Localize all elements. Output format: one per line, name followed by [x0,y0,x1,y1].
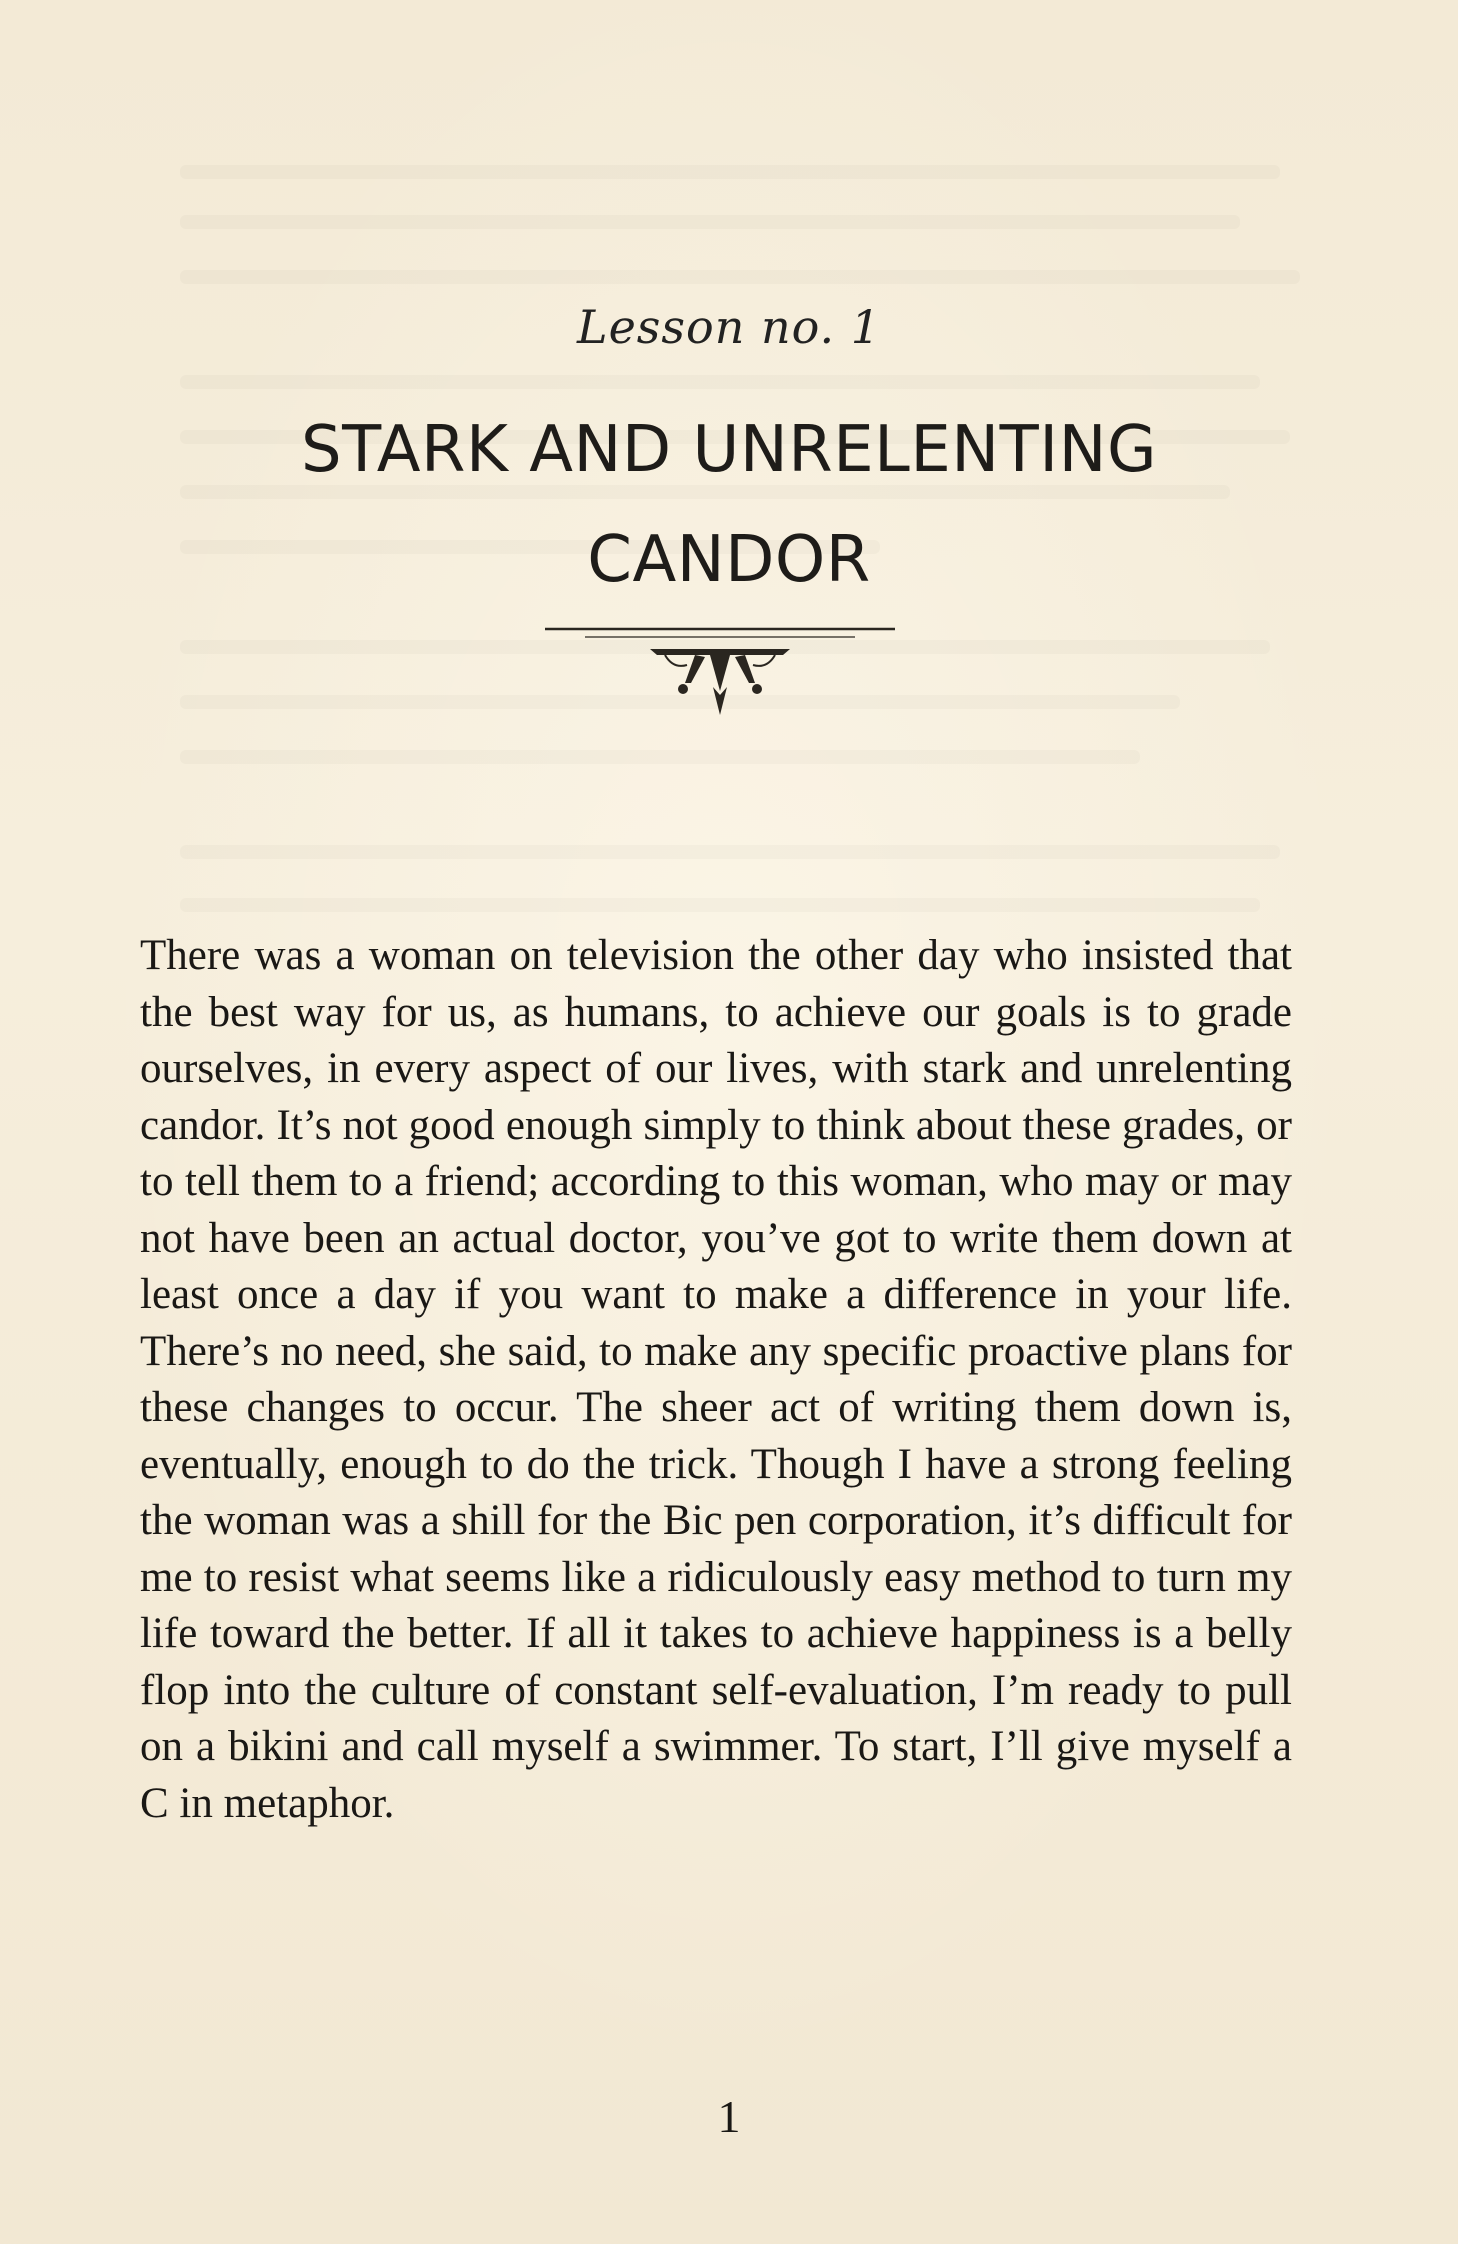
bleed-through-line [180,375,1260,389]
body-paragraph: There was a woman on television the other day who insisted that the best way for us, as humans, to achieve our goals is to grade ourselves, in every aspect of our lives, with stark and unrelenting candor. It’s not good enough simply to think about these grades, or to tell them to a friend; according to this woman, who may or may not have been an actual doctor, you’ve got to write them down at least once a day if you want to make a difference in your life. There’s no need, she said, to make any specific proactive plans for these changes to occur. The sheer act of writing them down is, eventually, enough to do the trick. Though I have a strong feeling the woman was a shill for the Bic pen corporation, it’s difficult for me to resist what seems like a ridiculously easy method to turn my life toward the better. If all it takes to achieve happiness is a belly flop into the culture of constant self-evaluation, I’m ready to pull on a bikini and call myself a swimmer. To start, I’ll give myself a C in metaphor. [140,932,1292,1827]
chapter-title [229,395,1229,615]
page-number: 1 [717,2091,741,2142]
bleed-through-line [180,165,1280,179]
lesson-label: Lesson no. 1 [577,300,881,354]
bleed-through-line [180,845,1280,859]
flourish-divider-icon [545,625,895,725]
chapter-title-line-2: CANDOR [587,523,871,597]
bleed-through-line [180,898,1260,912]
bleed-through-line [180,270,1300,284]
chapter-title-line-1: STARK AND UNRELENTING [300,413,1158,487]
bleed-through-line [180,215,1240,229]
bleed-through-line [180,750,1140,764]
